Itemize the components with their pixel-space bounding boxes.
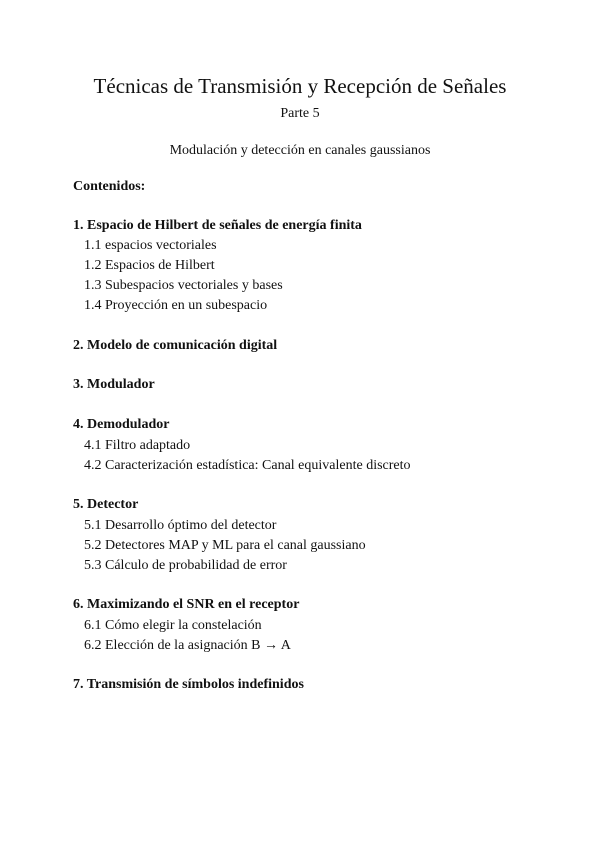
toc-subsection-1-4: 1.4 Proyección en un subespacio <box>84 298 268 313</box>
toc-subsection-5-3: 5.3 Cálculo de probabilidad de error <box>84 558 287 573</box>
toc-section-2: 2. Modelo de comunicación digital <box>73 338 278 353</box>
toc-subsection-1-2: 1.2 Espacios de Hilbert <box>84 258 215 273</box>
toc-subsection-4-1: 4.1 Filtro adaptado <box>84 438 191 453</box>
document-subtitle: Modulación y detección en canales gaussianos <box>169 143 431 158</box>
toc-subsection-1-3: 1.3 Subespacios vectoriales y bases <box>84 278 283 293</box>
toc-subsection-5-2: 5.2 Detectores MAP y ML para el canal gaussiano <box>84 538 366 553</box>
toc-subsection-5-1: 5.1 Desarrollo óptimo del detector <box>84 518 277 533</box>
toc-subsection-6-1: 6.1 Cómo elegir la constelación <box>84 618 262 633</box>
toc-subsection-1-1: 1.1 espacios vectoriales <box>84 238 217 253</box>
toc-section-5: 5. Detector <box>73 497 139 512</box>
toc-subsection-6-2: 6.2 Elección de la asignación B → A <box>84 638 291 653</box>
document-title: Técnicas de Transmisión y Recepción de Señales <box>93 74 507 98</box>
toc-section-3: 3. Modulador <box>73 377 155 392</box>
toc-section-7: 7. Transmisión de símbolos indefinidos <box>73 677 304 692</box>
toc-section-1: 1. Espacio de Hilbert de señales de energía finita <box>73 218 362 233</box>
document-part: Parte 5 <box>280 106 320 121</box>
toc-section-6: 6. Maximizando el SNR en el receptor <box>73 597 300 612</box>
toc-section-4: 4. Demodulador <box>73 417 170 432</box>
toc-subsection-4-2: 4.2 Caracterización estadística: Canal equivalente discreto <box>84 458 411 473</box>
contents-heading: Contenidos: <box>73 179 146 194</box>
